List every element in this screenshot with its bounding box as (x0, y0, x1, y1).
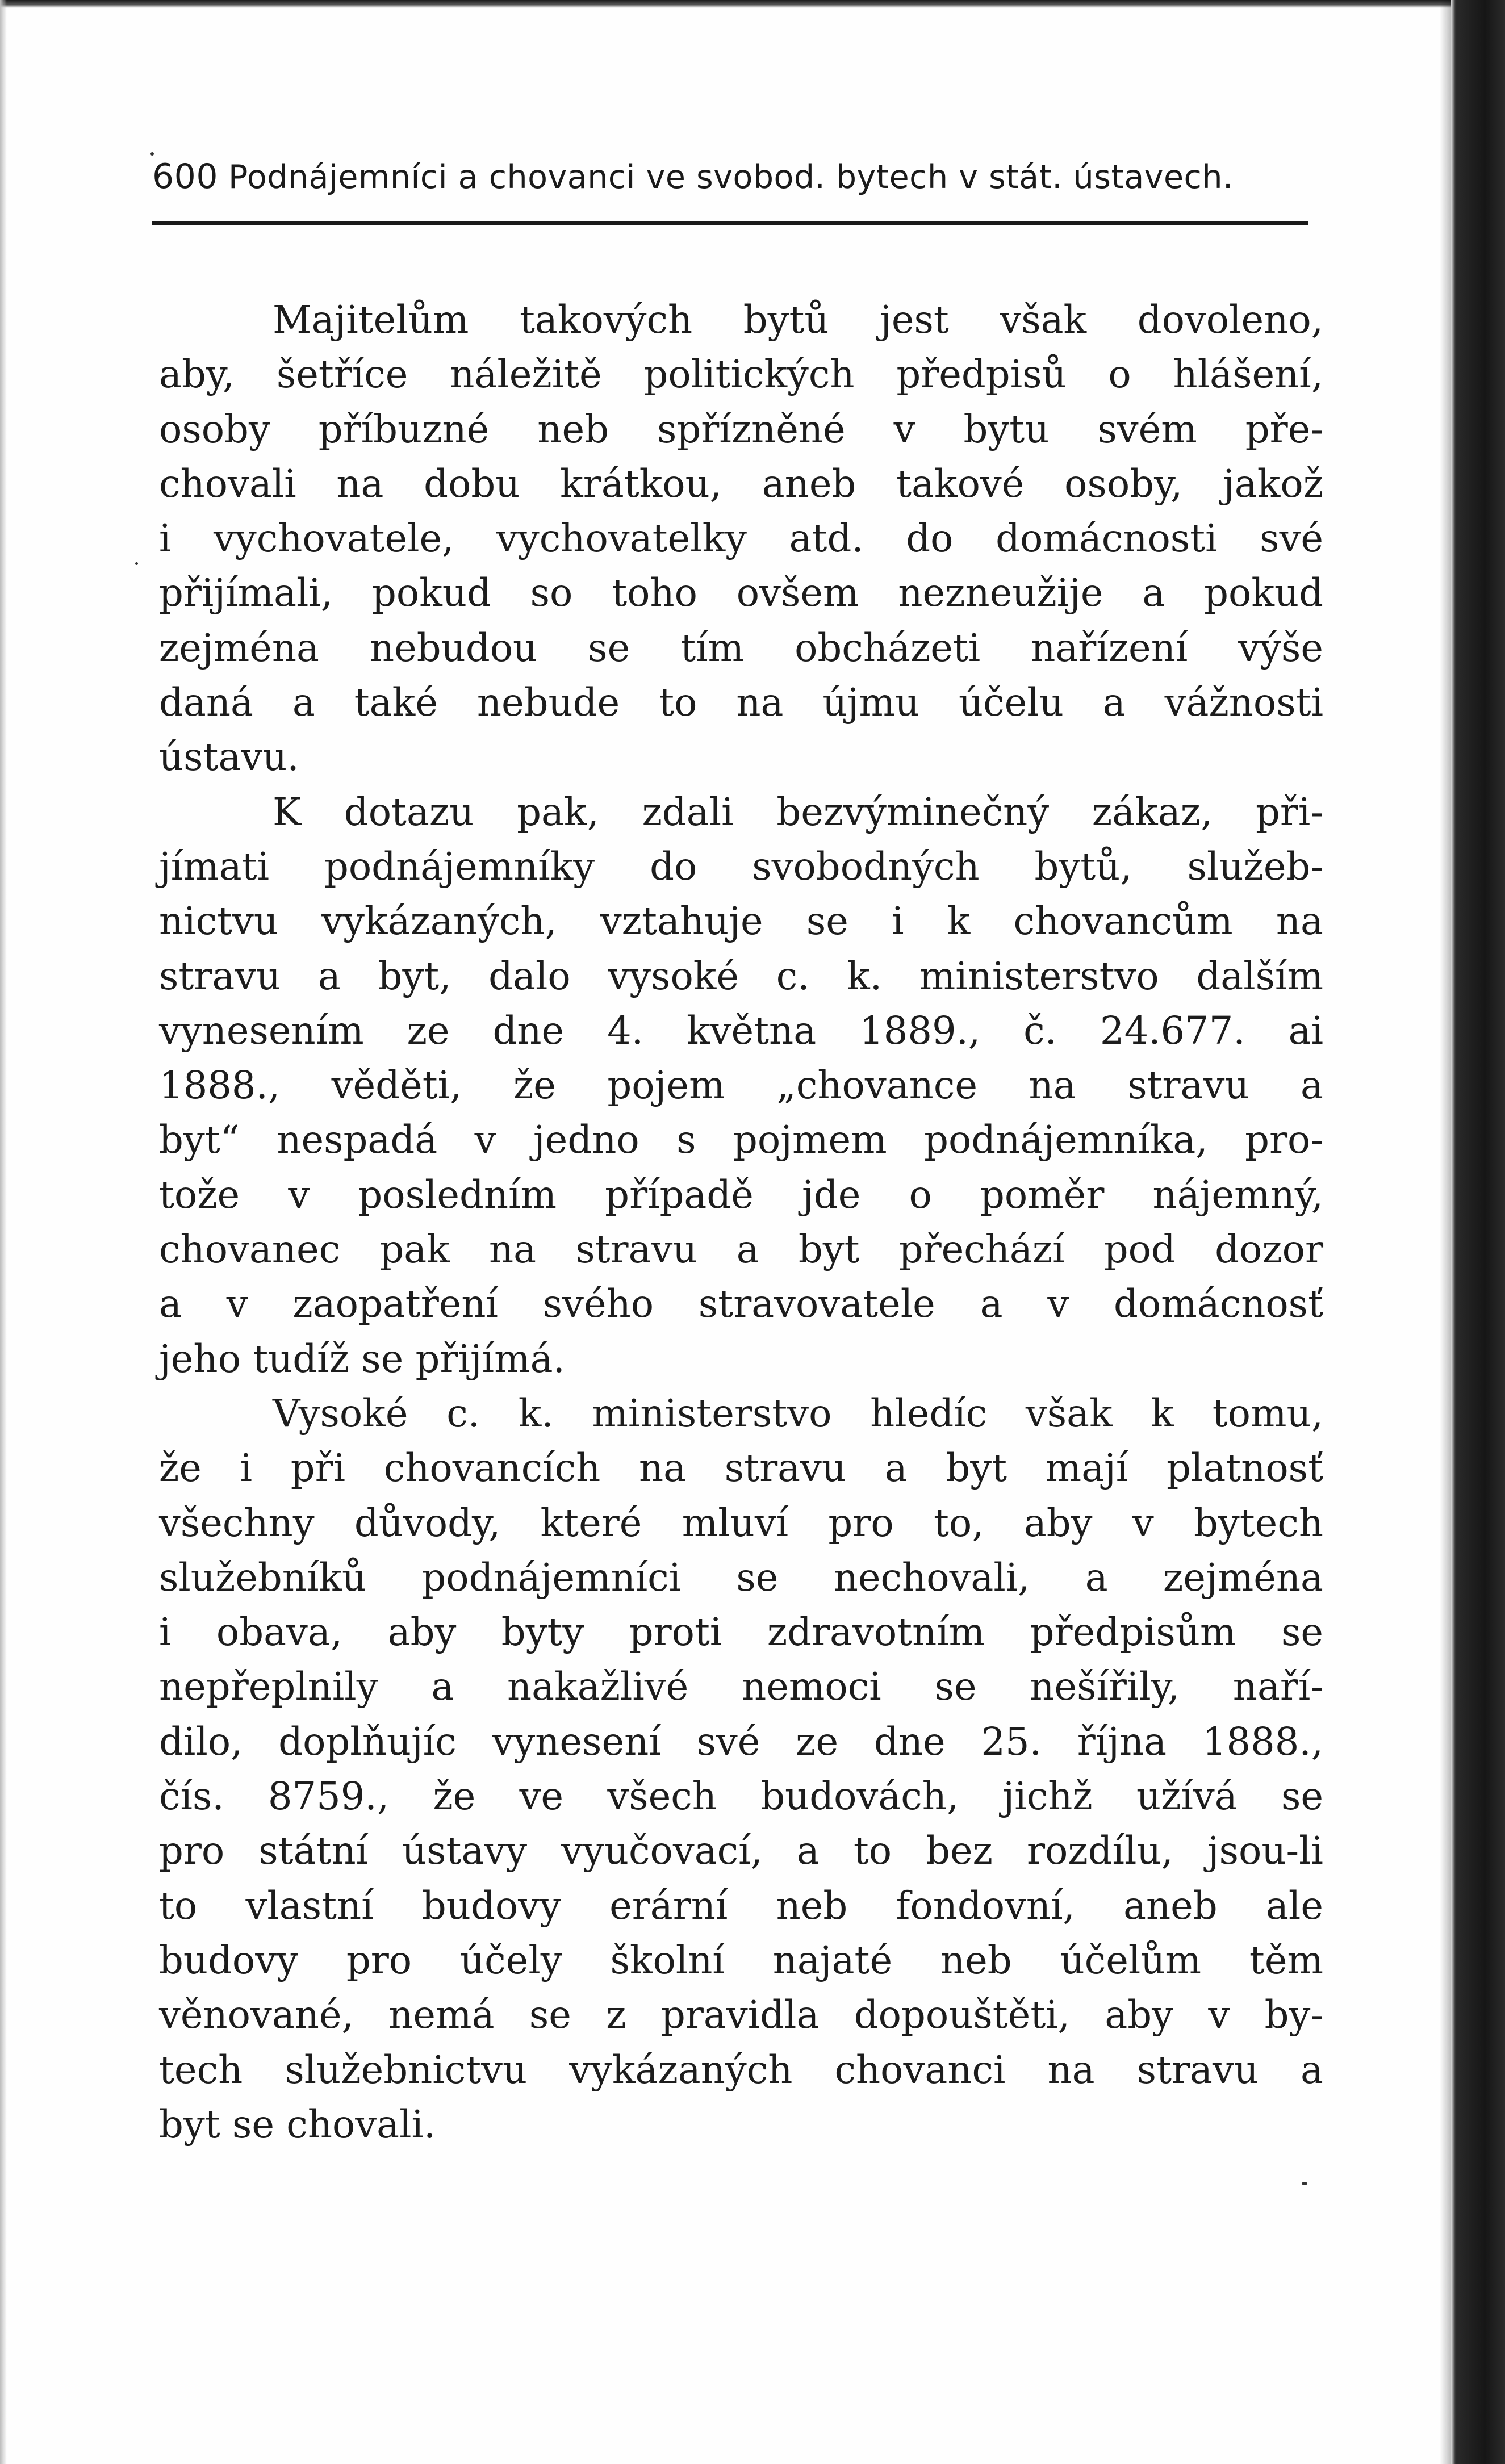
text-line: nictvu vykázaných, vztahuje se i k chovancům na (159, 899, 1323, 944)
page-right-edge (1451, 0, 1505, 2464)
text-line: K dotazu pak, zdali bezvýminečný zákaz, při- (273, 789, 1323, 834)
text-line: jeho tudíž se přijímá. (159, 1336, 565, 1381)
text-line: chovali na dobu krátkou, aneb takové osoby, jakož (159, 461, 1323, 506)
text-line: stravu a byt, dalo vysoké c. k. ministerstvo dalším (159, 953, 1323, 998)
text-line: a v zaopatření svého stravovatele a v domácnosť (159, 1282, 1323, 1327)
text-line: byt se chovali. (159, 2102, 436, 2147)
text-line: Majitelům takových bytů jest však dovoleno, (273, 298, 1323, 342)
text-line: byt“ nespadá v jedno s pojmem podnájemníka, pro- (159, 1118, 1323, 1162)
running-title: Podnájemníci a chovanci ve svobod. bytech v stát. ústavech. (228, 158, 1234, 196)
scan-speck (150, 152, 154, 156)
scan-speck (135, 562, 138, 565)
text-line: to vlastní budovy erární neb fondovní, aneb ale (159, 1883, 1323, 1928)
text-line: služebníků podnájemníci se nechovali, a zejména (159, 1555, 1323, 1600)
text-line: daná a také nebude to na újmu účelu a vážnosti (159, 680, 1323, 725)
text-line: tech služebnictvu vykázaných chovanci na stravu a (159, 2047, 1323, 2092)
text-line: nepřeplnily a nakažlivé nemoci se nešířily, naří- (159, 1664, 1323, 1709)
page-number: 600 (152, 157, 219, 196)
text-line: věnované, nemá se z pravidla dopouštěti, aby v by- (159, 1993, 1323, 2038)
header-rule (152, 221, 1308, 225)
text-line: aby, šetříce náležitě politických předpisů o hlášení, (159, 352, 1323, 397)
text-line: čís. 8759., že ve všech budovách, jichž užívá se (159, 1774, 1323, 1819)
text-line: že i při chovancích na stravu a byt mají platnosť (159, 1446, 1323, 1491)
text-line: budovy pro účely školní najaté neb účelům těm (159, 1938, 1323, 1982)
text-line: vynesením ze dne 4. května 1889., č. 24.677. ai (159, 1008, 1323, 1053)
text-line: ústavu. (159, 735, 299, 780)
text-line: jímati podnájemníky do svobodných bytů, služeb- (159, 844, 1323, 889)
text-line: i obava, aby byty proti zdravotním předpisům se (159, 1610, 1323, 1655)
text-line: Vysoké c. k. ministerstvo hledíc však k tomu, (273, 1391, 1323, 1436)
body-text (159, 292, 1323, 2152)
page-top-edge (0, 0, 1451, 8)
text-line: pro státní ústavy vyučovací, a to bez rozdílu, jsou-li (159, 1829, 1323, 1873)
text-line: tože v posledním případě jde o poměr nájemný, (159, 1172, 1323, 1217)
scan-speck (1302, 2182, 1307, 2185)
text-line: chovanec pak na stravu a byt přechází pod dozor (159, 1227, 1323, 1272)
text-line: přijímali, pokud so toho ovšem nezneužije a pokud (159, 571, 1323, 616)
text-line: všechny důvody, které mluví pro to, aby v bytech (159, 1500, 1323, 1545)
page-left-edge (0, 0, 7, 2464)
running-header (152, 157, 1311, 196)
text-line: dilo, doplňujíc vynesení své ze dne 25. října 1888., (159, 1719, 1323, 1764)
text-line: i vychovatele, vychovatelky atd. do domácnosti své (159, 516, 1323, 561)
text-line: zejména nebudou se tím obcházeti nařízení výše (159, 625, 1323, 670)
text-line: 1888., věděti, že pojem „chovance na stravu a (159, 1063, 1323, 1108)
text-line: osoby příbuzné neb spřízněné v bytu svém pře- (159, 407, 1323, 451)
